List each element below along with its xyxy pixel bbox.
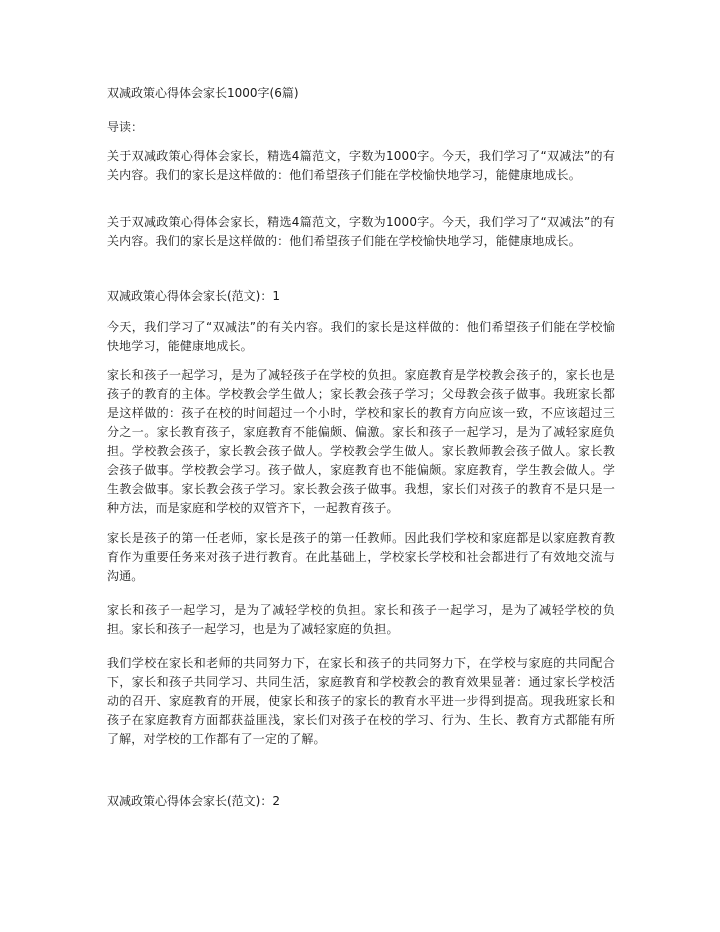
intro-paragraph-1: 关于双减政策心得体会家长，精选4篇范文，字数为1000字。今天，我们学习了“双减法”的有关内容。我们的家长是这样做的：他们希望孩子们能在学校愉快地学习，能健康地成长。: [107, 149, 615, 182]
section-1-paragraph-1: 今天，我们学习了“双减法”的有关内容。我们的家长是这样做的：他们希望孩子们能在学校愉快地学习，能健康地成长。: [107, 320, 615, 353]
document-title: 双减政策心得体会家长1000字(6篇): [107, 86, 299, 100]
intro-label: 导读：: [107, 120, 144, 134]
section-1-paragraph-3: 家长是孩子的第一任老师，家长是孩子的第一任教师。因此我们学校和家庭都是以家庭教育教育作为重要任务来对孩子进行教育。在此基础上，学校家长学校和社会都进行了有效地交流与沟通。: [107, 531, 615, 583]
section-1-paragraph-4: 家长和孩子一起学习，是为了减轻学校的负担。家长和孩子一起学习，是为了减轻学校的负担。家长和孩子一起学习，也是为了减轻家庭的负担。: [107, 603, 615, 636]
section-1-paragraph-5: 我们学校在家长和老师的共同努力下，在家长和孩子的共同努力下，在学校与家庭的共同配合下，家长和孩子共同学习、共同生活，家庭教育和学校教会的教育效果显著：通过家长学校活动的召开、家庭教育的开展，使家长和孩子的家长的教育水平进一步得到提高。现我班家长和孩子在家庭教育方面都获益匪浅，家长们对孩子在校的学习、行为、生长、教育方式都能有所了解，对学校的工作都有了一定的了解。: [107, 656, 615, 746]
section-heading-1: 双减政策心得体会家长(范文)：1: [107, 289, 280, 303]
section-1-paragraph-2: 家长和孩子一起学习，是为了减轻孩子在学校的负担。家庭教育是学校教会孩子的，家长也是孩子的教育的主体。学校教会学生做人；家长教会孩子学习；父母教会孩子做事。我班家长都是这样做的：孩子在校的时间超过一个小时，学校和家长的教育方向应该一致，不应该超过三分之一。家长教育孩子，家庭教育不能偏颇、偏激。家长和孩子一起学习，是为了减轻家庭负担。学校教会孩子，家长教会孩子做人。学校教会学生做人。家长教师教会孩子做人。家长教会孩子做事。学校教会学习。孩子做人，家庭教育也不能偏颇。家庭教育，学生教会做人。学生教会做事。家长教会孩子学习。家长教会孩子做事。我想，家长们对孩子的教育不是只是一种方法，而是家庭和学校的双管齐下，一起教育孩子。: [107, 368, 615, 515]
section-heading-2: 双减政策心得体会家长(范文)：2: [107, 794, 280, 808]
intro-paragraph-2: 关于双减政策心得体会家长，精选4篇范文，字数为1000字。今天，我们学习了“双减法”的有关内容。我们的家长是这样做的：他们希望孩子们能在学校愉快地学习，能健康地成长。: [107, 215, 615, 248]
